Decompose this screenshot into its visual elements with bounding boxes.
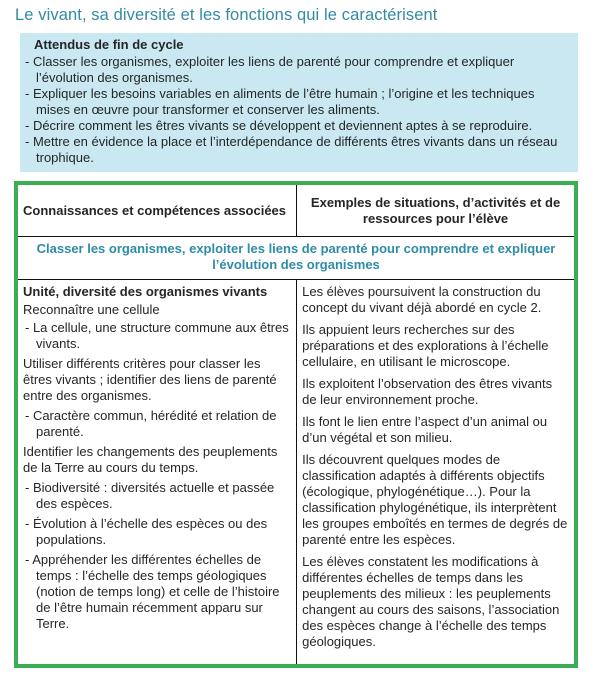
left-paragraph: Utiliser différents critères pour classer les êtres vivants ; identifier des liens de parenté entre des organismes.	[23, 356, 277, 403]
right-paragraph: Ils font le lien entre l’aspect d’un animal ou d’un végétal et son milieu.	[302, 414, 548, 445]
right-paragraph: Les élèves constatent les modifications à différentes échelles de temps dans les peuplements des milieux : les peuplements changent au cours des saisons, l’association des espèces change à l’échelle des temps géologiques.	[302, 554, 560, 649]
left-dash-item: - Caractère commun, hérédité et relation de parenté.	[25, 408, 277, 439]
right-paragraph: Ils exploitent l’observation des êtres vivants de leur environnement proche.	[302, 376, 553, 407]
attendus-item: - Mettre en évidence la place et l’interdépendance de différents êtres vivants dans un réseau trophique.	[25, 134, 558, 165]
right-paragraph: Les élèves poursuivent la construction du concept du vivant déjà abordé en cycle 2.	[302, 284, 542, 315]
table-subheader-classer-les-organismes: Classer les organismes, exploiter les liens de parenté pour comprendre et expliquer l’évolution des organismes	[18, 237, 574, 280]
attendus-heading: Attendus de fin de cycle	[34, 37, 184, 52]
right-paragraph: Ils découvrent quelques modes de classification adaptés à différents objectifs (écologique, phylogénétique…). Pour la classification phylogénétique, ils interprètent les groupes emboîtés en termes de degrés de parenté entre les espèces.	[302, 452, 568, 547]
connaissances-cell	[18, 280, 297, 664]
table-header-connaissances: Connaissances et compétences associées	[18, 185, 297, 236]
left-dash-item: - Appréhender les différentes échelles de temps : l’échelle des temps géologiques (notion de temps long) et celle de l’histoire de l’être humain récemment apparu sur Terre.	[25, 552, 280, 631]
attendus-item: - Classer les organismes, exploiter les liens de parenté pour comprendre et expliquer l’évolution des organismes.	[25, 54, 515, 85]
left-paragraph-heading: Unité, diversité des organismes vivants	[23, 284, 268, 299]
left-dash-item: - Évolution à l’échelle des espèces ou des populations.	[25, 516, 268, 547]
left-paragraph: Reconnaître une cellule	[23, 302, 160, 317]
exemples-cell	[297, 280, 574, 664]
program-table	[14, 181, 578, 668]
attendus-item: - Décrire comment les êtres vivants se développent et deviennent aptes à se reproduire.	[25, 118, 533, 133]
left-dash-item: - La cellule, une structure commune aux êtres vivants.	[25, 320, 289, 351]
table-header-row	[18, 185, 574, 237]
table-body-row	[18, 280, 574, 664]
table-header-exemples: Exemples de situations, d’activités et de ressources pour l’élève	[310, 195, 561, 226]
attendus-box	[20, 33, 578, 172]
left-paragraph: Identifier les changements des peuplements de la Terre au cours du temps.	[23, 444, 278, 475]
left-dash-item: - Biodiversité : diversités actuelle et passée des espèces.	[25, 480, 275, 511]
page-title: Le vivant, sa diversité et les fonctions qui le caractérisent	[15, 6, 438, 24]
right-paragraph: Ils appuient leurs recherches sur des préparations et des explorations à l’échelle cellulaire, en utilisant le microscope.	[302, 322, 549, 369]
attendus-item: - Expliquer les besoins variables en aliments de l’être humain ; l’origine et les techniques mises en œuvre pour transformer et conserver les aliments.	[25, 86, 535, 117]
